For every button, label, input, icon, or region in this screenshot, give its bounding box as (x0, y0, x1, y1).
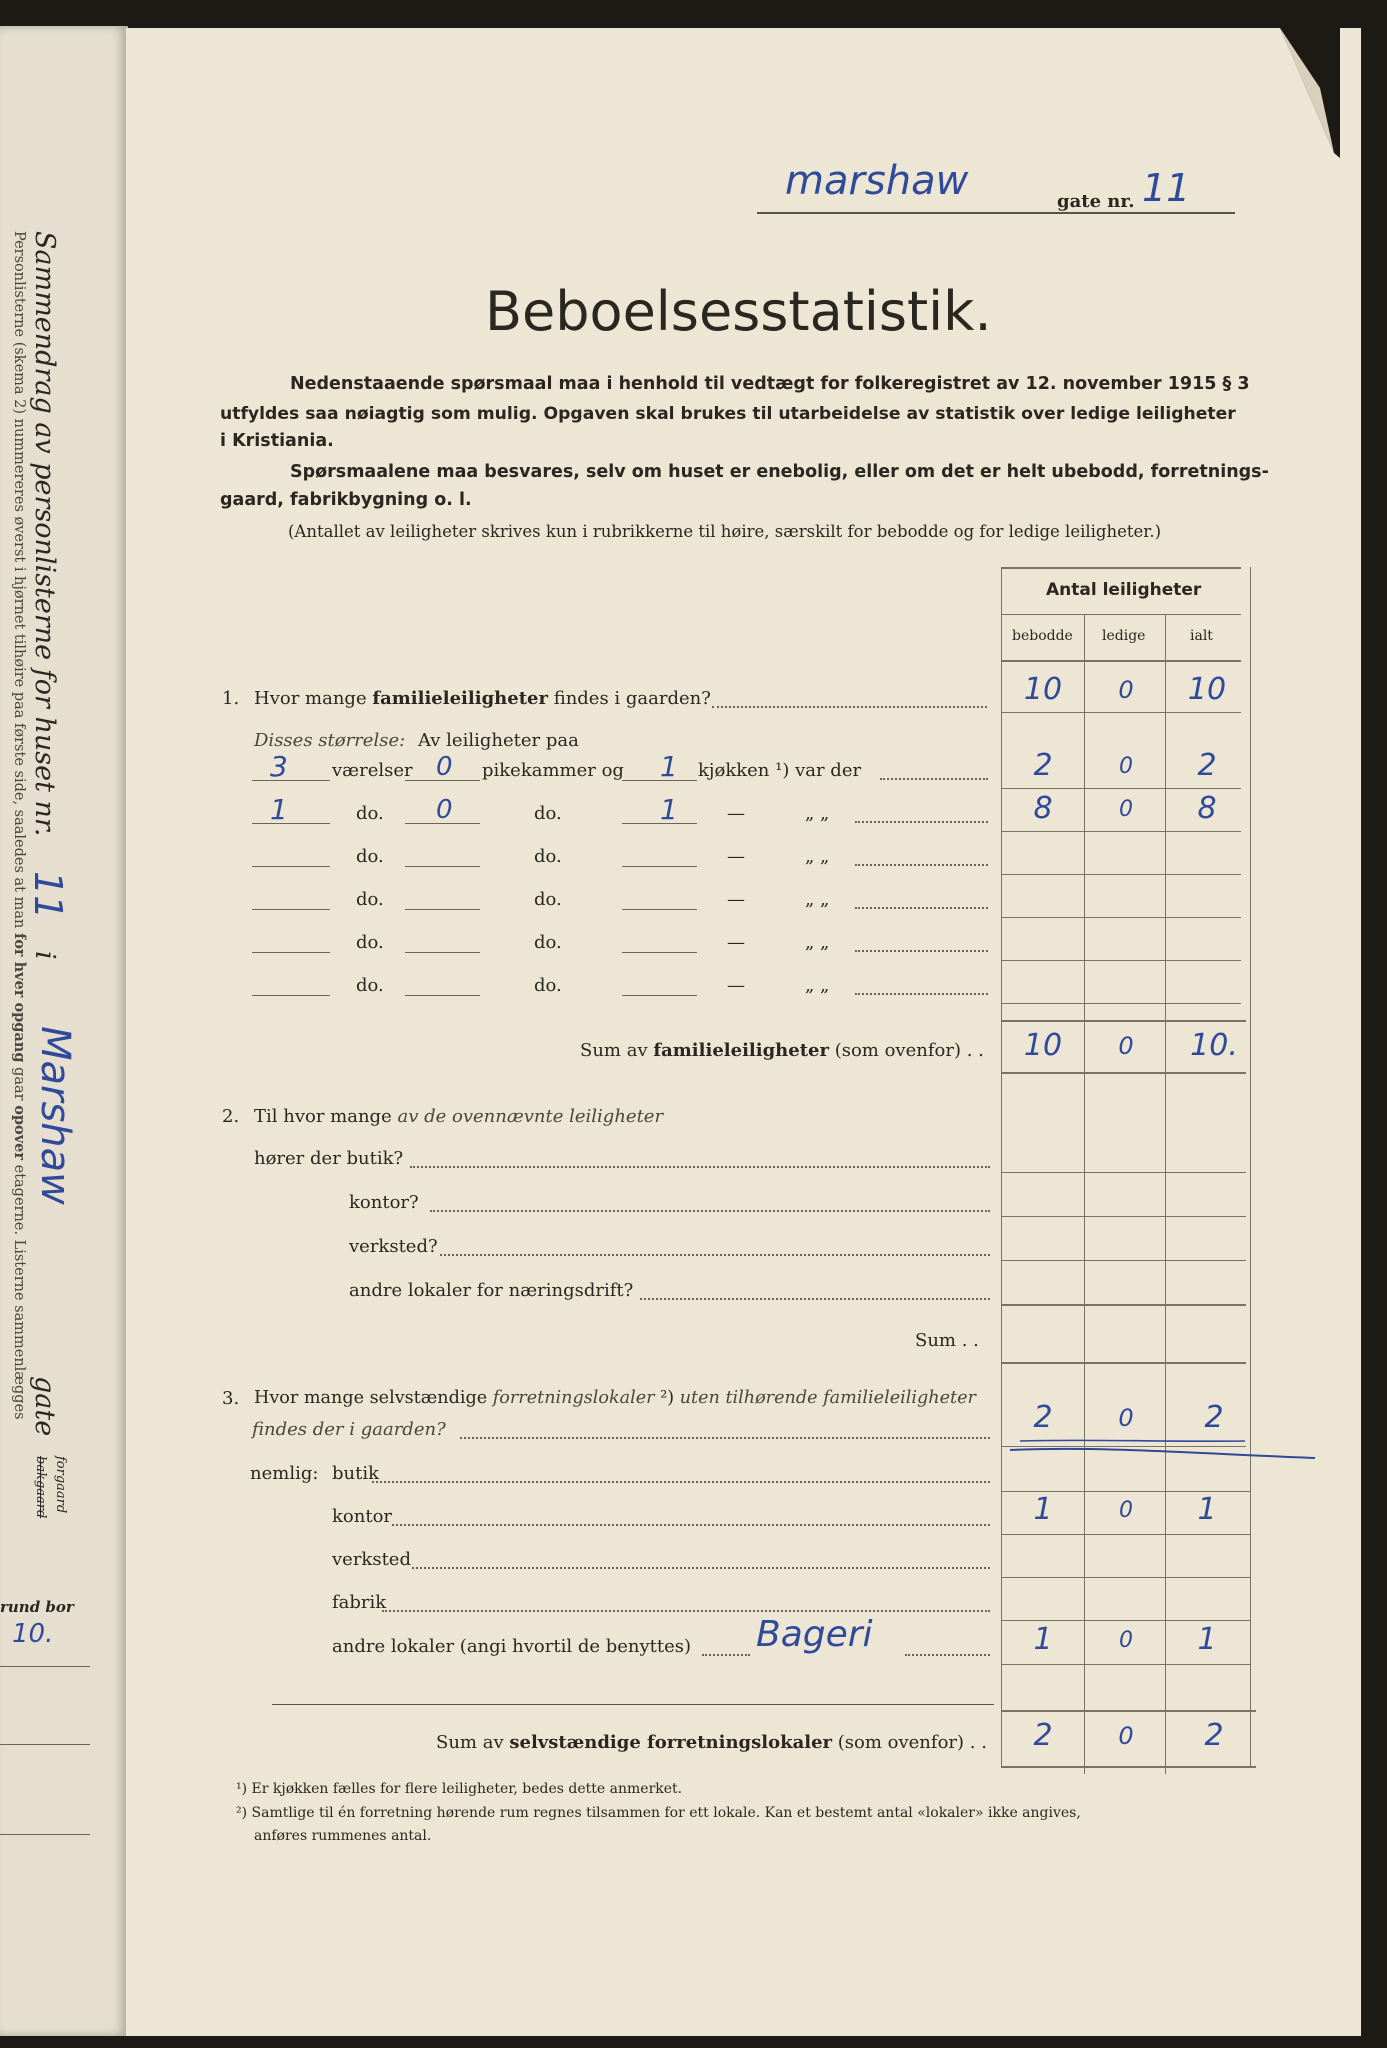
q3-item-label: verksted (332, 1549, 411, 1570)
intro-line: Spørsmaalene maa besvares, selv om huset er enebolig, eller om det er helt ubebodd, forretnings- (290, 462, 1269, 482)
q1-row-bebodde: 2 (1033, 748, 1053, 783)
q1-row-label3: — (727, 932, 745, 953)
q1-row-ditto: „ „ (805, 932, 830, 953)
fill-line (622, 780, 697, 781)
q2-item-verksted: verksted? (349, 1236, 438, 1257)
left-page-strip (0, 26, 128, 2036)
q1-row-label2: do. (534, 975, 562, 996)
q2-line2: hører der butik? (254, 1148, 404, 1169)
q3-item-bebodde: 1 (1033, 1492, 1053, 1527)
row-line (1001, 1577, 1251, 1578)
leader-dots (702, 1654, 750, 1656)
q3-number: 3. (222, 1388, 240, 1409)
leader-dots (392, 1524, 990, 1526)
fill-line (622, 909, 697, 910)
q1-size-text: Av leiligheter paa (418, 730, 579, 751)
row-line (1001, 831, 1241, 832)
leader-dots (905, 1654, 990, 1656)
q1-row-kitchen: 1 (660, 793, 678, 826)
fill-line (405, 952, 480, 953)
q1-row-label3: — (727, 975, 745, 996)
leader-dots (855, 864, 988, 866)
q3-text: Hvor mange selvstændige forretningslokaler ²) uten tilhørende familieleiligheter (254, 1388, 976, 1408)
row-line (1001, 1664, 1251, 1665)
q1-row-kitchen: 1 (660, 750, 678, 783)
left-strip-line (0, 1834, 90, 1835)
sum-bottom-line (1001, 1072, 1246, 1074)
street-name-handwritten: marshaw (785, 158, 969, 204)
q1-row-label1: do. (356, 889, 384, 910)
left-strip-i: i (29, 951, 60, 960)
row-line (1001, 712, 1241, 713)
page-title: Beboelsesstatistik. (485, 280, 992, 343)
intro-line: Nedenstaaende spørsmaal maa i henhold til vedtægt for folkeregistret av 12. november 1915 § 3 (290, 374, 1250, 394)
q3-handwritten-underline (1005, 1436, 1325, 1466)
left-strip-house-nr: 11 (26, 871, 70, 920)
q1-row-rooms: 1 (270, 793, 288, 826)
fill-line (622, 952, 697, 953)
left-strip-line (0, 1666, 90, 1667)
q2-sum: Sum . . (915, 1330, 979, 1351)
q3-item-ialt: 1 (1197, 1492, 1217, 1527)
q1-ledige: 0 (1118, 676, 1134, 704)
q1-row-label3: — (727, 803, 745, 824)
row-line (1001, 1620, 1251, 1621)
q1-row-maid: 0 (436, 752, 453, 782)
leader-dots (855, 821, 988, 823)
leader-dots (410, 1166, 990, 1168)
q1-row-ditto: „ „ (805, 803, 830, 824)
q1-row-label3: — (727, 846, 745, 867)
row-line (1001, 917, 1241, 918)
q1-ialt: 10 (1187, 672, 1227, 707)
fill-line (405, 823, 480, 824)
q3-item-ledige: 0 (1119, 1628, 1133, 1653)
q3-item-ledige: 0 (1119, 1498, 1133, 1523)
gate-nr-label: gate nr. (1057, 191, 1135, 212)
leader-dots (460, 1437, 990, 1439)
table-right-border (1250, 567, 1251, 1767)
left-strip-grund-label: rund bor (0, 1598, 74, 1616)
leader-dots (855, 950, 988, 952)
fill-line (252, 823, 330, 824)
footnote-1: ¹) Er kjøkken fælles for flere leiligheter, bedes dette anmerket. (236, 1781, 683, 1797)
q2-number: 2. (222, 1106, 240, 1127)
q3-item-handwritten: Bageri (756, 1614, 873, 1655)
intro-line: utfyldes saa nøiagtig som mulig. Opgaven skal brukes til utarbeidelse av statistik over ledige leiligheter (220, 404, 1236, 424)
row-line (1001, 1304, 1246, 1306)
intro-line: i Kristiania. (220, 431, 334, 451)
q1-row-maid: 0 (436, 795, 453, 825)
fill-line (622, 866, 697, 867)
q3-bebodde: 2 (1033, 1400, 1053, 1435)
q1-sum-ledige: 0 (1118, 1032, 1134, 1060)
q3-sum-ialt: 2 (1204, 1718, 1224, 1753)
fill-line (252, 995, 330, 996)
fill-line (252, 909, 330, 910)
intro-line: (Antallet av leiligheter skrives kun i rubrikkerne til høire, særskilt for bebodde og for ledige leiligheter.) (288, 522, 1162, 541)
left-strip-forgaard: forgaard (53, 1456, 68, 1514)
table-header-title: Antal leiligheter (1046, 580, 1202, 600)
q3-ialt: 2 (1204, 1400, 1224, 1435)
q1-sum-text: Sum av familieleiligheter (som ovenfor) . . (580, 1040, 984, 1061)
row-line (1001, 874, 1241, 875)
q2-text: Til hvor mange av de ovennævnte leiligheter (254, 1106, 664, 1127)
fill-line (622, 995, 697, 996)
fill-line (252, 780, 330, 781)
col-header-ledige: ledige (1102, 628, 1146, 644)
table-top-border (1001, 567, 1241, 569)
sum-bottom-line (1001, 1766, 1256, 1768)
col-header-bebodde: bebodde (1012, 628, 1073, 644)
fill-line (252, 866, 330, 867)
fill-line (622, 823, 697, 824)
q1-row-ledige: 0 (1119, 797, 1133, 822)
q3-separator (272, 1704, 994, 1705)
leader-dots (880, 778, 988, 780)
row-line (1001, 1003, 1241, 1004)
q1-text: Hvor mange familieleiligheter findes i gaarden? (254, 688, 711, 709)
q2-item-kontor: kontor? (349, 1192, 419, 1213)
fill-line (405, 995, 480, 996)
leader-dots (382, 1610, 990, 1612)
left-strip-instructions: Personlisterne (skema 2) nummereres øverst i hjørnet tilhøire paa første side, saaledes at man for hver opgang gaar opover etagerne. Listerne sammenlægges (11, 231, 28, 1420)
q3-sum-bebodde: 2 (1033, 1718, 1053, 1753)
q1-row-label1: værelser (332, 760, 413, 781)
q1-row-bebodde: 8 (1033, 791, 1053, 826)
q1-row-label1: do. (356, 932, 384, 953)
col-header-ialt: ialt (1190, 628, 1213, 644)
q1-row-label2: do. (534, 889, 562, 910)
q3-item-label: kontor (332, 1506, 393, 1527)
left-strip-gate: gate (29, 1376, 60, 1437)
q1-row-label1: do. (356, 846, 384, 867)
q1-bebodde: 10 (1023, 672, 1063, 707)
q1-row-ledige: 0 (1119, 754, 1133, 779)
left-strip-street-handwritten: Marshaw (32, 1026, 78, 1205)
q1-row-label2: do. (534, 932, 562, 953)
q3-line2: findes der i gaarden? (252, 1419, 446, 1440)
row-line (1001, 960, 1241, 961)
q1-row-label2: pikekammer og (482, 760, 624, 781)
sum-bottom-line (1001, 1362, 1246, 1364)
q1-row-ditto: „ „ (805, 889, 830, 910)
left-strip-grund-value: 10. (12, 1619, 54, 1649)
sum-top-line (1001, 1020, 1246, 1022)
intro-line: gaard, fabrikbygning o. l. (220, 490, 472, 510)
q3-item-ialt: 1 (1197, 1622, 1217, 1657)
leader-dots (640, 1298, 990, 1300)
q1-sum-ialt: 10. (1190, 1028, 1238, 1063)
q1-row-label1: do. (356, 975, 384, 996)
fill-line (405, 866, 480, 867)
fill-line (405, 909, 480, 910)
street-underline (757, 212, 1235, 214)
left-strip-bakgaard: bakgaard (33, 1456, 48, 1519)
leader-dots (372, 1481, 990, 1483)
fill-line (252, 952, 330, 953)
q3-item-bebodde: 1 (1033, 1622, 1053, 1657)
table-header-line (1001, 614, 1241, 615)
q3-item-label: fabrik (332, 1592, 387, 1613)
q1-row-ialt: 8 (1197, 791, 1217, 826)
page-corner-fold (1280, 28, 1340, 158)
leader-dots (855, 907, 988, 909)
q1-row-label1: do. (356, 803, 384, 824)
q2-item-andre: andre lokaler for næringsdrift? (349, 1280, 634, 1301)
row-line (1001, 788, 1241, 789)
q3-sum-text: Sum av selvstændige forretningslokaler (som ovenfor) . . (436, 1732, 987, 1753)
row-line (1001, 1446, 1246, 1447)
footnote-2-cont: anføres rummenes antal. (254, 1828, 432, 1844)
row-line (1001, 1216, 1246, 1217)
q1-sum-bebodde: 10 (1023, 1028, 1063, 1063)
q3-item-label: andre lokaler (angi hvortil de benyttes) (332, 1636, 692, 1657)
table-header-bottom (1001, 660, 1241, 662)
row-line (1001, 1534, 1251, 1535)
q1-row-label2: do. (534, 846, 562, 867)
leader-dots (712, 706, 987, 708)
q3-ledige: 0 (1118, 1404, 1134, 1432)
q1-row-label2: do. (534, 803, 562, 824)
fill-line (405, 780, 480, 781)
leader-dots (430, 1210, 990, 1212)
q1-row-ialt: 2 (1197, 748, 1217, 783)
q1-row-ditto: „ „ (805, 846, 830, 867)
gate-nr-value: 11 (1142, 166, 1191, 210)
q1-row-rooms: 3 (270, 750, 288, 783)
q3-item-label: butik (332, 1463, 380, 1484)
row-line (1001, 1172, 1246, 1173)
q1-size-label: Disses størrelse: (254, 730, 406, 751)
left-strip-line (0, 1744, 90, 1745)
leader-dots (440, 1254, 990, 1256)
footnote-2: ²) Samtlige til én forretning hørende rum regnes tilsammen for ett lokale. Kan et bestemt antal «lokaler» ikke angives, (236, 1805, 1081, 1821)
left-strip-title: Sammendrag av personlisterne for huset nr. (29, 231, 60, 837)
leader-dots (412, 1567, 990, 1569)
q1-number: 1. (222, 688, 240, 709)
q1-row-label3: kjøkken ¹) var der (698, 760, 862, 781)
q3-nemlig: nemlig: (250, 1463, 319, 1484)
q3-sum-ledige: 0 (1118, 1722, 1134, 1750)
q1-row-ditto: „ „ (805, 975, 830, 996)
leader-dots (855, 993, 988, 995)
table-left-border (1001, 567, 1002, 1767)
row-line (1001, 1260, 1246, 1261)
sum-top-line (1001, 1710, 1256, 1712)
q1-row-label3: — (727, 889, 745, 910)
